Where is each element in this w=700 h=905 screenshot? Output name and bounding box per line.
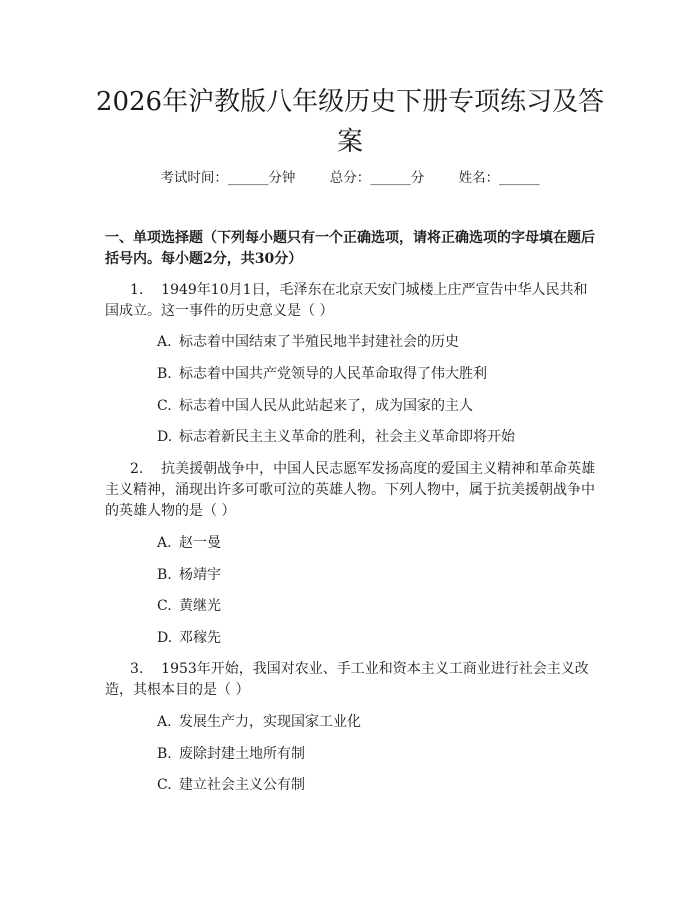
exam-info-line bbox=[0, 168, 700, 188]
question-3-stem bbox=[105, 659, 600, 701]
document-title: 2026年沪教版八年级历史下册专项练习及答案 bbox=[95, 87, 605, 157]
question-3-option-c: C. 建立社会主义公有制 bbox=[157, 777, 305, 793]
question-1-option-a: A. 标志着中国结束了半殖民地半封建社会的历史 bbox=[157, 334, 459, 350]
question-text: 1949年10月1日，毛泽东在北京天安门城楼上庄严宣告中华人民共和国成立。这一事件的历史意义是（ ） bbox=[105, 282, 588, 319]
total-score-label: 总分：______分 bbox=[329, 170, 425, 186]
question-number: 1. bbox=[130, 282, 144, 298]
question-3-option-a: A. 发展生产力，实现国家工业化 bbox=[157, 714, 361, 730]
question-2-option-c: C. 黄继光 bbox=[157, 598, 221, 614]
question-text: 抗美援朝战争中，中国人民志愿军发扬高度的爱国主义精神和革命英雄主义精神，涌现出许多可歌可泣的英雄人物。下列人物中，属于抗美援朝战争中的英雄人物的是（ ） bbox=[105, 461, 596, 519]
question-number: 2. bbox=[130, 461, 144, 477]
question-2-stem bbox=[105, 459, 600, 522]
question-1-option-b: B. 标志着中国共产党领导的人民革命取得了伟大胜利 bbox=[157, 366, 487, 382]
question-1-stem bbox=[105, 280, 600, 322]
question-number: 3. bbox=[130, 661, 144, 677]
exam-time-label: 考试时间：______分钟 bbox=[160, 170, 296, 186]
section-heading: 一、单项选择题（下列每小题只有一个正确选项，请将正确选项的字母填在题后括号内。每小题2分，共30分） bbox=[105, 230, 595, 267]
question-1-option-d: D. 标志着新民主主义革命的胜利，社会主义革命即将开始 bbox=[157, 429, 515, 445]
question-2-option-b: B. 杨靖宇 bbox=[157, 567, 221, 583]
question-1-option-c: C. 标志着中国人民从此站起来了，成为国家的主人 bbox=[157, 398, 473, 414]
question-2-option-d: D. 邓稼先 bbox=[157, 630, 221, 646]
question-3-option-b: B. 废除封建土地所有制 bbox=[157, 746, 305, 762]
question-text: 1953年开始，我国对农业、手工业和资本主义工商业进行社会主义改造，其根本目的是（ ） bbox=[105, 661, 589, 698]
name-label: 姓名：______ bbox=[458, 170, 540, 186]
question-2-option-a: A. 赵一曼 bbox=[157, 535, 221, 551]
